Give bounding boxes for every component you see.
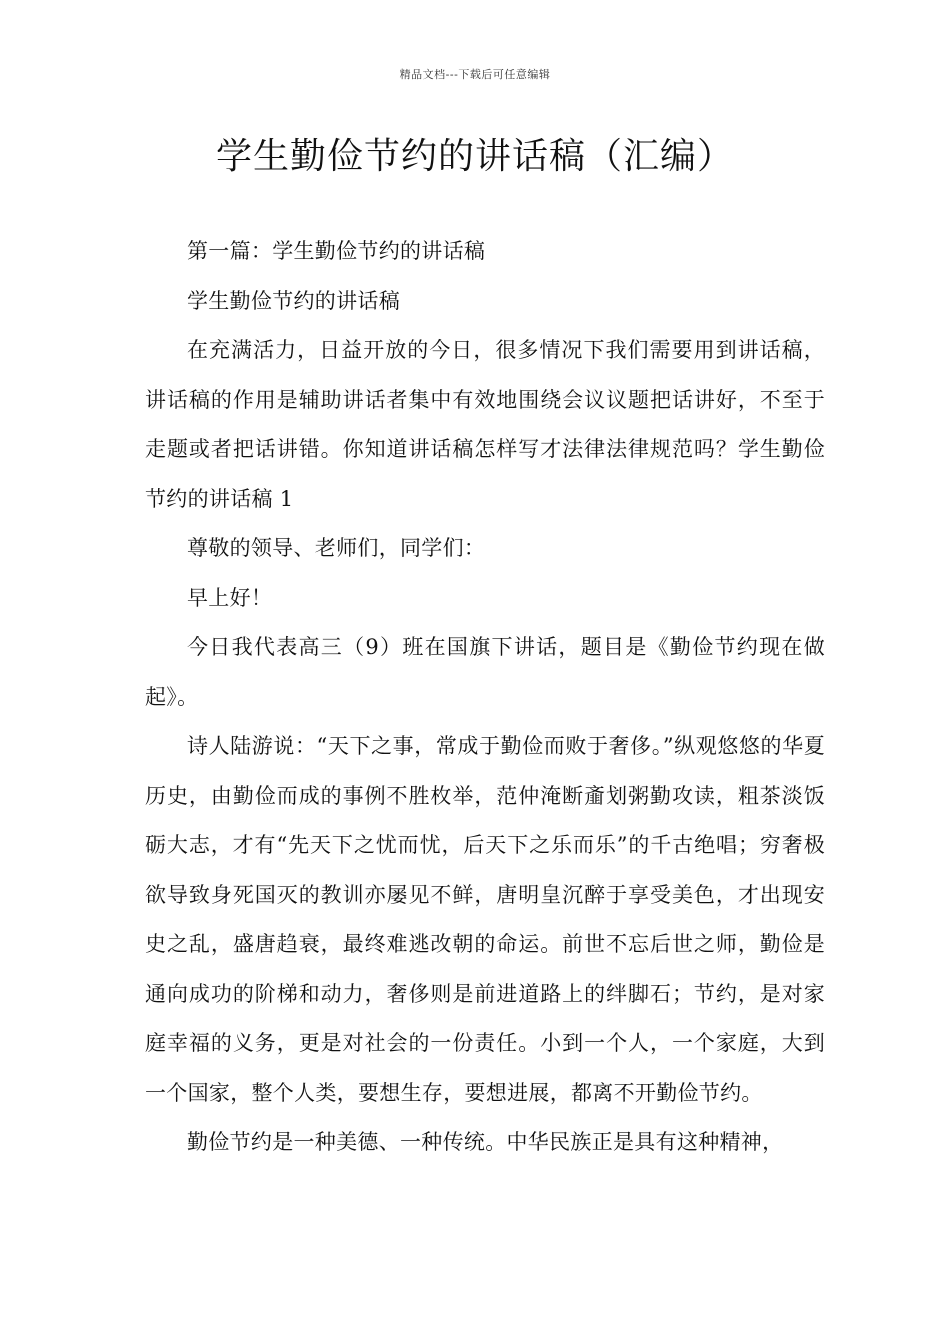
greeting: 早上好！ (187, 585, 273, 610)
section-heading: 第一篇：学生勤俭节约的讲话稿 (187, 239, 486, 263)
salutation: 尊敬的领导、老师们，同学们： (187, 536, 486, 560)
document-title: 学生勤俭节约的讲话稿（汇编） (215, 136, 734, 177)
intro-paragraph: 在充满活力，日益开放的今日，很多情况下我们需要用到讲话稿，讲话稿的作用是辅助讲话者集中有效地围绕会议议题把话讲好，不至于走题或者把话讲错。你知道讲话稿怎样写才法律法律规范吗？学生勤俭节约的讲话稿 1 (145, 338, 825, 511)
speech-continuation-paragraph: 勤俭节约是一种美德、一种传统。中华民族正是具有这种精神， (187, 1130, 784, 1154)
speech-title: 学生勤俭节约的讲话稿 (187, 288, 400, 313)
document-body (145, 227, 825, 1168)
speech-body-paragraph: 诗人陆游说：“天下之事，常成于勤俭而败于奢侈。”纵观悠悠的华夏历史，由勤俭而成的事例不胜枚举，范仲淹断齑划粥勤攻读，粗茶淡饭砺大志，才有“先天下之忧而忧，后天下之乐而乐”的千古绝唱；穷奢极欲导致身死国灭的教训亦屡见不鲜，唐明皇沉醉于享受美色，才出现安史之乱，盛唐趋衰，最终难逃改朝的命运。前世不忘后世之师，勤俭是通向成功的阶梯和动力，奢侈则是前进道路上的绊脚石；节约，是对家庭幸福的义务，更是对社会的一份责任。小到一个人，一个家庭，大到一个国家，整个人类，要想生存，要想进展，都离不开勤俭节约。 (145, 734, 825, 1105)
speech-opening-paragraph: 今日我代表高三（9）班在国旗下讲话，题目是《勤俭节约现在做起》。 (145, 635, 825, 709)
header-note: 精品文档---下载后可任意编辑 (399, 68, 551, 81)
